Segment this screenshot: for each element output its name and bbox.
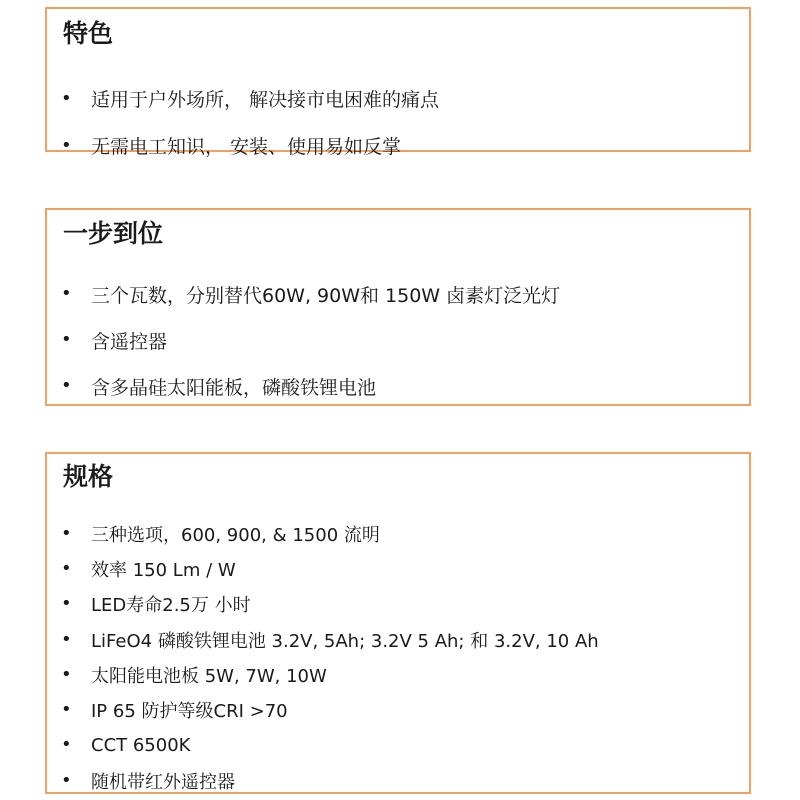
bullet-icon: •: [61, 329, 72, 350]
bullet-icon: •: [61, 283, 72, 304]
list-item-text: 含遥控器: [91, 330, 168, 353]
bullet-icon: •: [61, 375, 72, 396]
bullet-icon: •: [61, 87, 72, 109]
list-item: [61, 587, 739, 622]
bullet-icon: •: [61, 734, 72, 756]
list-item-text: 适用于户外场所， 解决接市电困难的痛点: [91, 89, 440, 111]
bullet-icon: •: [61, 663, 72, 685]
bullet-icon: •: [61, 593, 72, 615]
list-item: [61, 317, 739, 363]
list-item-text: 无需电工知识， 安装、使用易如反掌: [91, 136, 402, 158]
one-step-title: 一步到位: [63, 219, 164, 248]
list-item: [61, 657, 739, 692]
bullet-icon: •: [61, 628, 72, 650]
list-item: [61, 728, 739, 763]
features-title: 特色: [63, 19, 114, 48]
bullet-icon: •: [61, 134, 72, 156]
one-step-panel: [45, 208, 751, 406]
list-item-text: IP 65 防护等级CRI >70: [91, 701, 288, 723]
list-item: [61, 763, 739, 798]
list-item-text: LiFeO4 磷酸铁锂电池 3.2V, 5Ah; 3.2V 5 Ah; 和 3.2V, 10 Ah: [91, 630, 599, 652]
list-item: [61, 516, 739, 551]
features-list: [61, 75, 739, 169]
features-panel: [45, 7, 751, 158]
list-item-text: 随机带红外遥控器: [91, 771, 235, 793]
list-item: [61, 271, 739, 317]
specs-panel: [45, 452, 751, 794]
specs-title: 规格: [63, 462, 114, 491]
list-item: [61, 122, 739, 169]
list-item: [61, 363, 739, 409]
list-item-text: LED寿命2.5万 小时: [91, 595, 251, 617]
list-item-text: CCT 6500K: [91, 734, 191, 756]
list-item: [61, 622, 739, 657]
bullet-icon: •: [61, 557, 72, 579]
specs-list: [61, 516, 739, 798]
bullet-icon: •: [61, 769, 72, 791]
one-step-list: [61, 271, 739, 409]
list-item-text: 含多晶硅太阳能板，磷酸铁锂电池: [91, 376, 377, 399]
list-item: [61, 551, 739, 586]
list-item-text: 三种选项，600, 900, & 1500 流明: [91, 524, 380, 546]
list-item-text: 太阳能电池板 5W, 7W, 10W: [91, 665, 327, 687]
list-item: [61, 692, 739, 727]
bullet-icon: •: [61, 699, 72, 721]
list-item-text: 效率 150 Lm / W: [91, 559, 236, 581]
bullet-icon: •: [61, 522, 72, 544]
list-item: [61, 75, 739, 122]
list-item-text: 三个瓦数，分别替代60W, 90W和 150W 卤素灯泛光灯: [91, 284, 561, 307]
